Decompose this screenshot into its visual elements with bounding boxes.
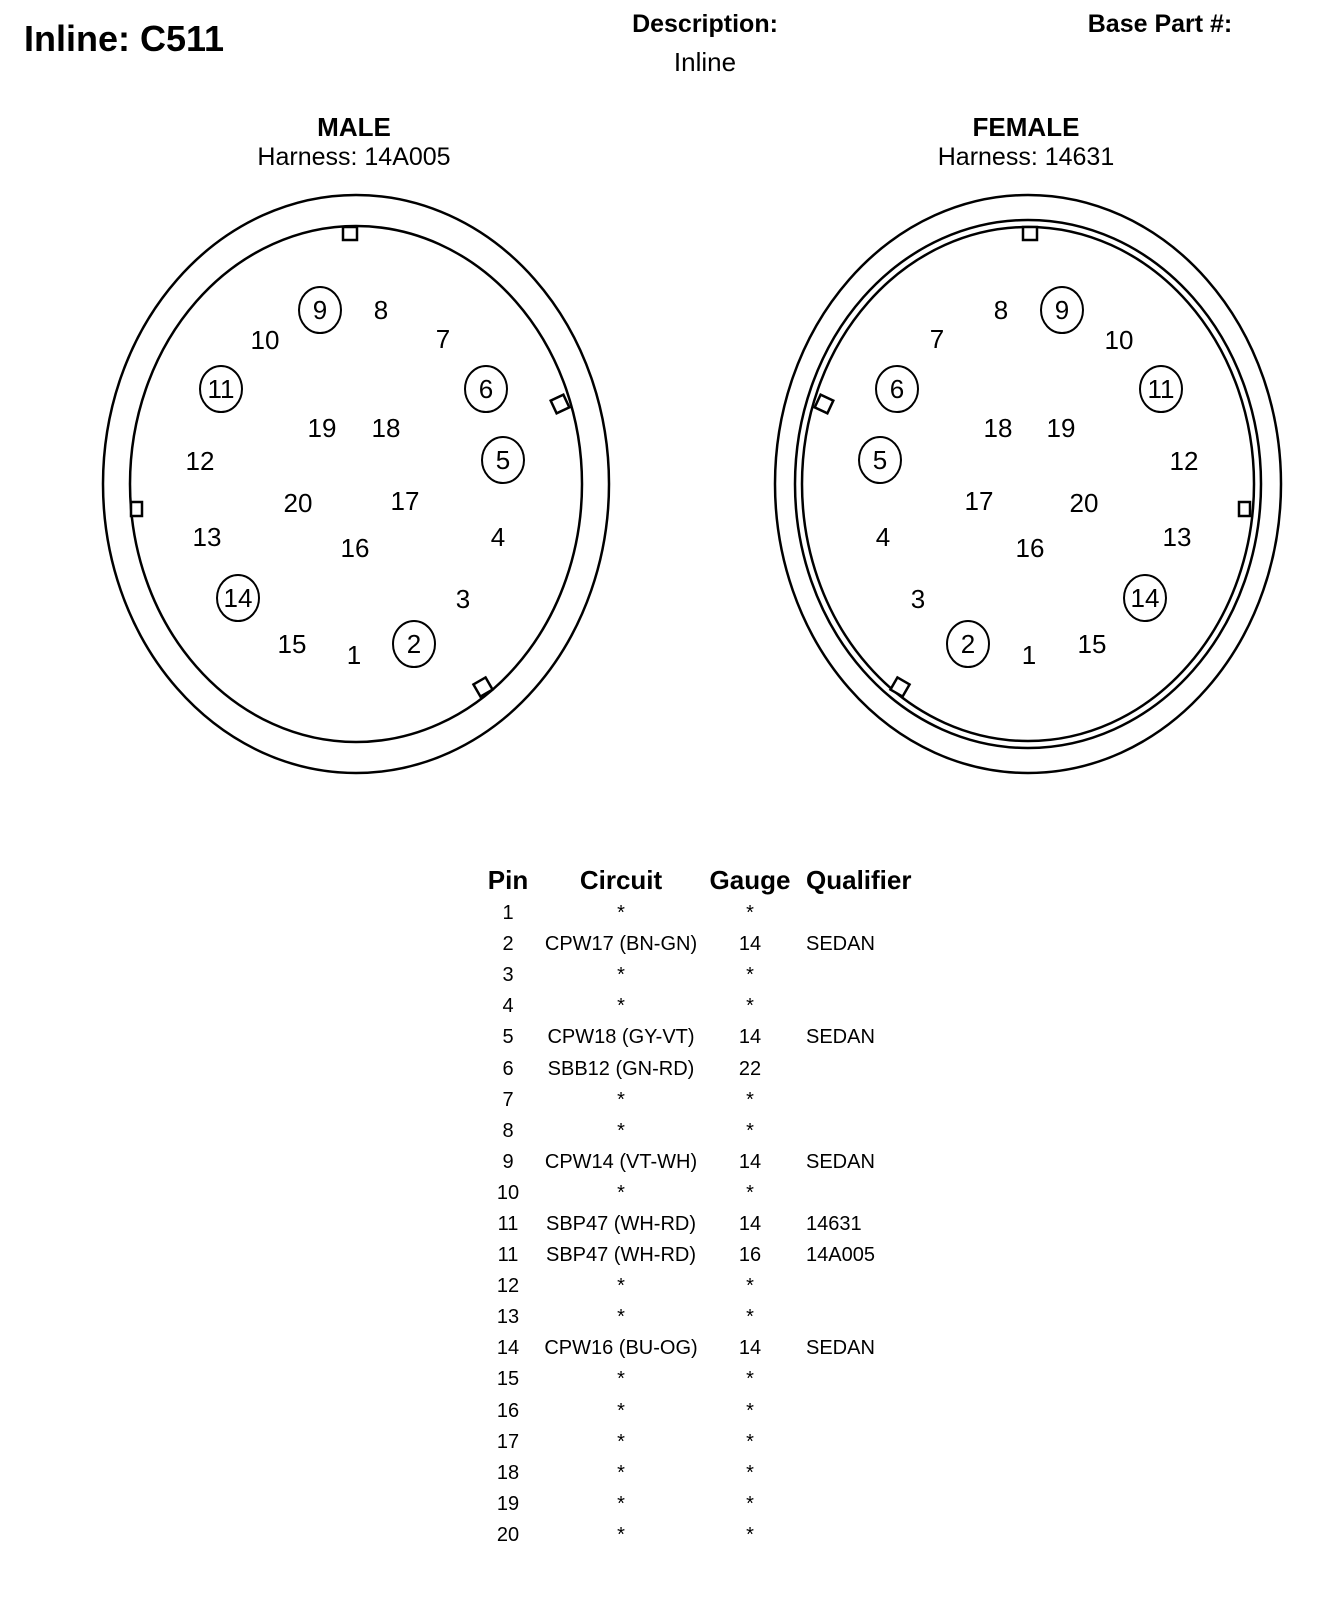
cell-circuit: *: [617, 1181, 625, 1204]
female-pin-20: 20: [1069, 488, 1099, 518]
female-pin-13: 13: [1162, 522, 1192, 552]
male-pin-15: 15: [277, 629, 307, 659]
female-key-right: [1239, 502, 1250, 516]
male-pin-5: 5: [495, 445, 511, 475]
cell-circuit: *: [617, 1430, 625, 1453]
table-row: [476, 1396, 946, 1427]
male-pin-2: 2: [406, 629, 422, 659]
table-row: [476, 960, 946, 991]
cell-pin: 10: [496, 1181, 520, 1204]
cell-qualifier: [798, 1520, 946, 1551]
cell-pin: 4: [502, 995, 514, 1018]
cell-pin: 18: [496, 1461, 520, 1484]
female-pin-5: 5: [872, 445, 888, 475]
cell-pin: 9: [502, 1150, 514, 1173]
cell-pin: 16: [496, 1399, 520, 1422]
cell-gauge: *: [746, 1306, 754, 1329]
cell-gauge: 14: [738, 1212, 762, 1235]
cell-qualifier: SEDAN: [806, 1026, 875, 1049]
cell-pin: 2: [502, 933, 514, 956]
cell-gauge: 16: [738, 1244, 762, 1267]
male-pin-7: 7: [435, 324, 451, 354]
header-circuit: Circuit: [579, 864, 663, 895]
female-pin-12: 12: [1169, 446, 1199, 476]
table-row: [476, 1178, 946, 1209]
female-key-left: [815, 395, 834, 414]
cell-circuit: CPW16 (BU-OG): [544, 1337, 698, 1360]
cell-qualifier: [798, 898, 946, 929]
male-pin-16: 16: [340, 533, 370, 563]
male-pin-4: 4: [490, 522, 506, 552]
cell-qualifier: [798, 1178, 946, 1209]
cell-gauge: 14: [738, 1150, 762, 1173]
cell-gauge: 14: [738, 1026, 762, 1049]
cell-pin: 5: [502, 1026, 514, 1049]
female-pin-6: 6: [889, 374, 905, 404]
cell-gauge: *: [746, 1523, 754, 1546]
male-outer-ring: [103, 195, 609, 773]
table-row: [476, 1147, 946, 1178]
cell-gauge: *: [746, 1088, 754, 1111]
cell-pin: 17: [496, 1430, 520, 1453]
female-pin-9: 9: [1054, 295, 1070, 325]
female-harness-label: Harness: 14631: [937, 143, 1115, 171]
female-key-top: [1023, 227, 1037, 240]
cell-qualifier: [798, 1396, 946, 1427]
cell-circuit: *: [617, 1368, 625, 1391]
cell-qualifier: 14A005: [806, 1244, 875, 1267]
cell-circuit: SBP47 (WH-RD): [545, 1244, 696, 1267]
cell-gauge: *: [746, 995, 754, 1018]
male-harness-label: Harness: 14A005: [257, 143, 451, 171]
header-gauge: Gauge: [709, 864, 791, 895]
male-pin-labels: [186, 287, 524, 670]
cell-circuit: *: [617, 1399, 625, 1422]
pin-table: [476, 862, 946, 1551]
male-pin-17: 17: [390, 486, 420, 516]
female-pin-18: 18: [983, 413, 1013, 443]
cell-pin: 1: [502, 902, 514, 925]
cell-gauge: *: [746, 1492, 754, 1515]
male-pin-19: 19: [307, 413, 337, 443]
male-pin-6: 6: [478, 374, 494, 404]
cell-circuit: SBB12 (GN-RD): [547, 1057, 695, 1080]
cell-pin: 6: [502, 1057, 514, 1080]
cell-gauge: *: [746, 1275, 754, 1298]
male-key-top: [343, 227, 357, 240]
table-row: [476, 1240, 946, 1271]
description-label: Description:: [632, 10, 778, 38]
cell-pin: 19: [496, 1492, 520, 1515]
female-connector-title: FEMALE: [972, 112, 1080, 142]
cell-qualifier: [798, 1458, 946, 1489]
cell-circuit: *: [617, 995, 625, 1018]
male-pin-9: 9: [312, 295, 328, 325]
female-pin-2: 2: [960, 629, 976, 659]
cell-qualifier: [798, 991, 946, 1022]
table-row: [476, 1333, 946, 1364]
female-pin-19: 19: [1046, 413, 1076, 443]
pin-table-body: [476, 898, 946, 1551]
table-row: [476, 1520, 946, 1551]
table-row: [476, 1022, 946, 1053]
table-row: [476, 929, 946, 960]
cell-gauge: *: [746, 964, 754, 987]
cell-circuit: *: [617, 964, 625, 987]
cell-pin: 7: [502, 1088, 514, 1111]
cell-gauge: *: [746, 902, 754, 925]
cell-gauge: *: [746, 1461, 754, 1484]
cell-pin: 20: [496, 1523, 520, 1546]
cell-qualifier: [798, 1053, 946, 1084]
male-pin-8: 8: [373, 295, 389, 325]
cell-qualifier: SEDAN: [806, 1337, 875, 1360]
table-row: [476, 1209, 946, 1240]
cell-gauge: *: [746, 1399, 754, 1422]
female-pin-16: 16: [1015, 533, 1045, 563]
cell-circuit: *: [617, 1523, 625, 1546]
table-row: [476, 1302, 946, 1333]
female-pin-11: 11: [1147, 374, 1175, 404]
female-pin-3: 3: [910, 584, 926, 614]
cell-pin: 11: [497, 1244, 519, 1267]
table-row: [476, 1458, 946, 1489]
cell-qualifier: [798, 1489, 946, 1520]
table-row: [476, 1116, 946, 1147]
cell-qualifier: [798, 1271, 946, 1302]
female-pin-labels: [859, 287, 1198, 670]
cell-circuit: *: [617, 1275, 625, 1298]
female-pin-7: 7: [929, 324, 945, 354]
female-connector-face: [775, 195, 1281, 773]
female-pin-8: 8: [993, 295, 1009, 325]
cell-circuit: *: [617, 1492, 625, 1515]
male-pin-12: 12: [185, 446, 215, 476]
page-title: Inline: C511: [24, 18, 225, 59]
cell-pin: 11: [497, 1212, 519, 1235]
female-pin-4: 4: [875, 522, 891, 552]
cell-pin: 3: [502, 964, 514, 987]
cell-qualifier: 14631: [806, 1212, 862, 1235]
female-pin-14: 14: [1130, 583, 1160, 613]
cell-circuit: CPW14 (VT-WH): [544, 1150, 698, 1173]
cell-gauge: *: [746, 1430, 754, 1453]
cell-gauge: *: [746, 1119, 754, 1142]
table-row: [476, 1085, 946, 1116]
header-qualifier: Qualifier: [806, 864, 912, 895]
cell-circuit: *: [617, 902, 625, 925]
description-value: Inline: [673, 47, 737, 77]
header-pin: Pin: [487, 864, 529, 895]
cell-pin: 14: [496, 1337, 520, 1360]
table-row: [476, 1053, 946, 1084]
cell-pin: 13: [496, 1306, 520, 1329]
male-pin-10: 10: [250, 325, 280, 355]
cell-qualifier: [798, 1085, 946, 1116]
cell-circuit: SBP47 (WH-RD): [545, 1212, 696, 1235]
table-row: [476, 1364, 946, 1395]
cell-qualifier: SEDAN: [806, 1150, 875, 1173]
cell-circuit: CPW18 (GY-VT): [547, 1026, 695, 1049]
cell-gauge: *: [746, 1181, 754, 1204]
male-key-right: [551, 395, 570, 414]
cell-pin: 8: [502, 1119, 514, 1142]
cell-circuit: *: [617, 1119, 625, 1142]
male-pin-13: 13: [192, 522, 222, 552]
male-pin-1: 1: [346, 640, 362, 670]
cell-gauge: 14: [738, 1337, 762, 1360]
table-row: [476, 1427, 946, 1458]
table-row: [476, 898, 946, 929]
female-pin-15: 15: [1077, 629, 1107, 659]
cell-qualifier: [798, 1427, 946, 1458]
female-key-bottom: [890, 677, 909, 696]
cell-qualifier: SEDAN: [806, 933, 875, 956]
male-connector-title: MALE: [317, 112, 391, 142]
cell-circuit: *: [617, 1306, 625, 1329]
female-pin-1: 1: [1021, 640, 1037, 670]
male-key-left: [131, 502, 142, 516]
male-pin-18: 18: [371, 413, 401, 443]
cell-circuit: *: [617, 1461, 625, 1484]
cell-qualifier: [798, 1116, 946, 1147]
cell-gauge: 22: [738, 1057, 762, 1080]
table-header-row: [476, 862, 946, 898]
male-pin-3: 3: [455, 584, 471, 614]
cell-pin: 15: [496, 1368, 520, 1391]
female-pin-10: 10: [1104, 325, 1134, 355]
male-connector-face: [103, 195, 609, 773]
cell-circuit: CPW17 (BN-GN): [544, 933, 698, 956]
male-pin-14: 14: [223, 583, 253, 613]
female-pin-17: 17: [964, 486, 994, 516]
cell-qualifier: [798, 960, 946, 991]
cell-qualifier: [798, 1302, 946, 1333]
table-row: [476, 1271, 946, 1302]
male-pin-11: 11: [207, 374, 235, 404]
cell-circuit: *: [617, 1088, 625, 1111]
cell-pin: 12: [496, 1275, 520, 1298]
cell-qualifier: [798, 1364, 946, 1395]
cell-gauge: *: [746, 1368, 754, 1391]
female-outer-ring: [775, 195, 1281, 773]
table-row: [476, 1489, 946, 1520]
table-row: [476, 991, 946, 1022]
base-part-label: Base Part #:: [1087, 10, 1233, 38]
cell-gauge: 14: [738, 933, 762, 956]
male-pin-20: 20: [283, 488, 313, 518]
